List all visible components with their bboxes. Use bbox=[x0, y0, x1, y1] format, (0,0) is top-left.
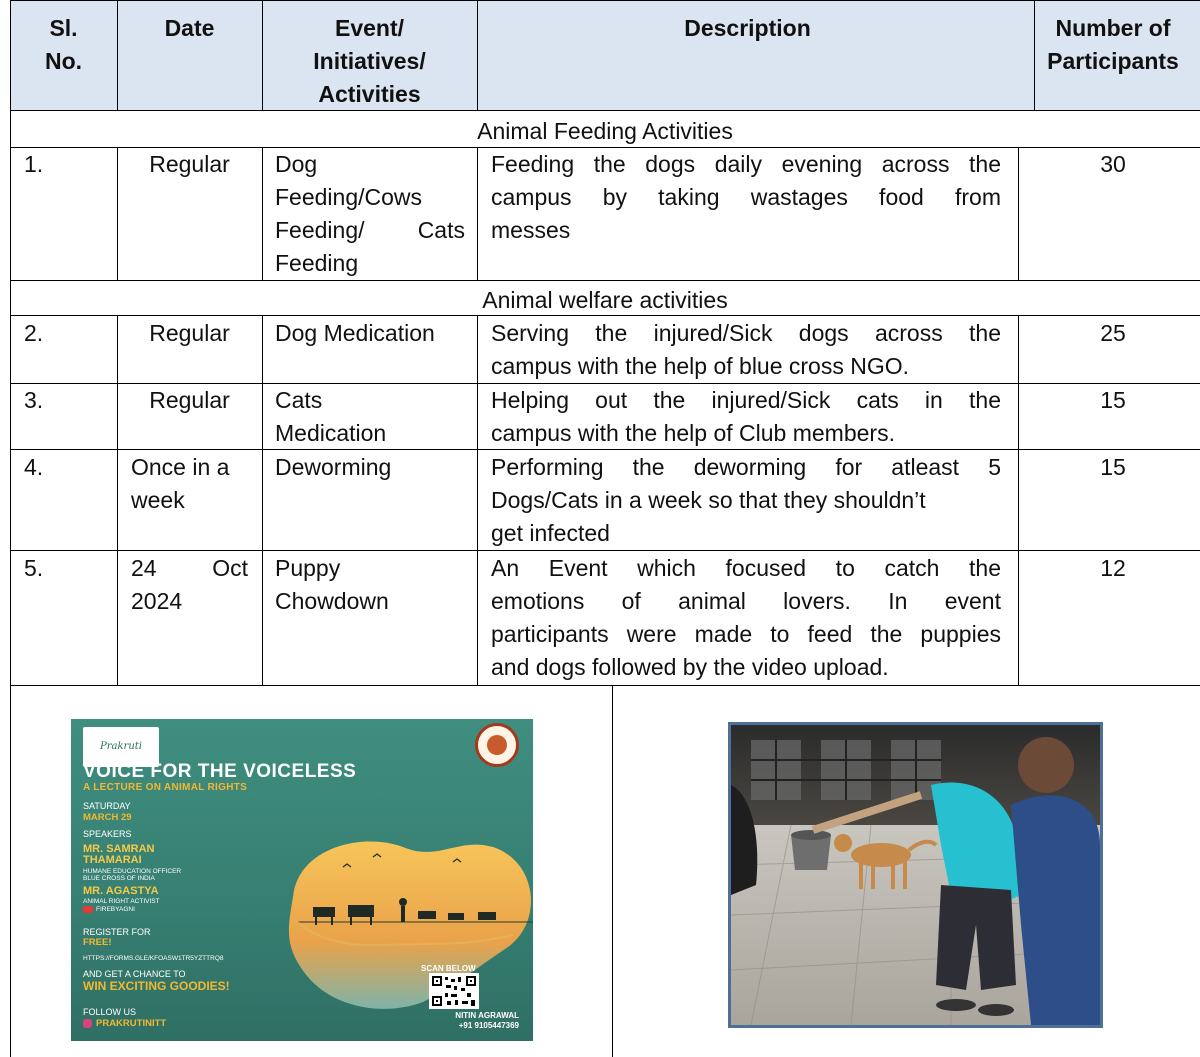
table-rule bbox=[262, 315, 263, 685]
poster-date: MARCH 29 bbox=[83, 812, 132, 823]
prakruti-logo: Prakruti bbox=[83, 727, 159, 767]
table-rule bbox=[10, 685, 1200, 686]
row-2-date: Regular bbox=[149, 320, 230, 346]
header-event: Event/ Initiatives/ Activities bbox=[313, 15, 426, 107]
poster-day: SATURDAY bbox=[83, 801, 131, 811]
row-5-event: Puppy Chowdown bbox=[275, 555, 389, 614]
row-5-participants: 12 bbox=[1100, 555, 1126, 581]
row-4-participants: 15 bbox=[1100, 454, 1126, 480]
row-2-description: Serving the injured/Sick dogs across the campus with the help of blue cross NGO. bbox=[491, 320, 1001, 379]
row-2-event: Dog Medication bbox=[275, 320, 435, 346]
poster-subtitle: A LECTURE ON ANIMAL RIGHTS bbox=[83, 782, 248, 793]
row-4-date: Once in a week bbox=[131, 454, 230, 513]
row-2-participants: 25 bbox=[1100, 320, 1126, 346]
speaker2-name: MR. AGASTYA bbox=[83, 885, 159, 897]
row-1-description: Feeding the dogs daily evening across the campus by taking wastages food from messes bbox=[491, 151, 1001, 243]
speaker2-role: ANIMAL RIGHT ACTIVIST bbox=[83, 898, 160, 905]
event-poster bbox=[71, 719, 533, 1041]
dog-feeding-photo bbox=[728, 722, 1103, 1028]
row-2-sl: 2. bbox=[24, 320, 44, 346]
table-rule bbox=[10, 110, 1200, 111]
row-1-event: Dog Feeding/Cows Feeding/ Cats Feeding bbox=[275, 151, 465, 276]
poster-follow: FOLLOW US bbox=[83, 1007, 137, 1017]
row-4-event: Deworming bbox=[275, 454, 392, 480]
table-rule bbox=[10, 449, 1200, 450]
table-rule bbox=[1018, 315, 1019, 685]
row-4-description: Performing the deworming for atleast 5 Dogs/Cats in a week so that they shouldn’t get infected bbox=[491, 454, 1001, 546]
table-rule bbox=[477, 315, 478, 685]
speaker1-name-line2: THAMARAI bbox=[83, 854, 142, 866]
table-rule bbox=[117, 0, 118, 110]
row-5-sl: 5. bbox=[24, 555, 44, 581]
table-rule bbox=[10, 550, 1200, 551]
document-page bbox=[10, 0, 1200, 1057]
row-1-sl: 1. bbox=[24, 151, 44, 177]
row-5-description: An Event which focused to catch the emotions of animal lovers. In event participants were made to feed the puppies and dogs followed by the video upload. bbox=[491, 555, 1001, 680]
poster-title: VOICE FOR THE VOICELESS bbox=[83, 761, 357, 782]
speaker2-channel: FIREBYAGNI bbox=[83, 906, 135, 913]
header-description: Description bbox=[684, 15, 811, 41]
poster-contact: NITIN AGRAWAL +91 9105447369 bbox=[455, 1011, 519, 1030]
institute-seal-icon bbox=[475, 723, 519, 767]
poster-chance-line1: AND GET A CHANCE TO bbox=[83, 969, 186, 979]
table-rule bbox=[612, 685, 613, 1057]
header-participants: Number of Participants bbox=[1047, 15, 1179, 74]
speaker1-role-line2: BLUE CROSS OF INDIA bbox=[83, 875, 155, 882]
table-rule bbox=[10, 147, 1200, 148]
instagram-icon bbox=[83, 1019, 92, 1028]
row-1-date: Regular bbox=[149, 151, 230, 177]
poster-register-line1: REGISTER FOR bbox=[83, 927, 151, 937]
table-rule bbox=[1018, 147, 1019, 280]
table-rule bbox=[10, 0, 1200, 1]
poster-form-link: HTTPS://FORMS.GLE/KFOASW1TR5YZTTRQ8 bbox=[83, 955, 224, 962]
row-3-date: Regular bbox=[149, 387, 230, 413]
row-3-participants: 15 bbox=[1100, 387, 1126, 413]
table-rule bbox=[10, 280, 1200, 281]
table-rule bbox=[117, 315, 118, 685]
row-3-description: Helping out the injured/Sick cats in the campus with the help of Club members. bbox=[491, 387, 1001, 446]
table-rule bbox=[10, 383, 1200, 384]
row-1-participants: 30 bbox=[1100, 151, 1126, 177]
youtube-icon bbox=[83, 906, 93, 913]
table-rule bbox=[117, 147, 118, 280]
speaker1-name-line1: MR. SAMRAN bbox=[83, 843, 155, 855]
row-3-event: Cats Medication bbox=[275, 387, 387, 446]
poster-handle: PRAKRUTINITT bbox=[83, 1018, 166, 1029]
row-5-date: 24 Oct 2024 bbox=[131, 555, 248, 614]
qr-code-icon bbox=[429, 973, 479, 1009]
poster-chance-line2: WIN EXCITING GOODIES! bbox=[83, 979, 230, 993]
table-rule bbox=[477, 0, 478, 110]
section-title: Animal Feeding Activities bbox=[477, 118, 733, 144]
header-date: Date bbox=[164, 15, 215, 41]
poster-register-line2: FREE! bbox=[83, 937, 112, 948]
table-rule bbox=[1034, 0, 1035, 110]
dog-feeding-photo-image bbox=[731, 725, 1100, 1025]
poster-speakers-label: SPEAKERS bbox=[83, 829, 132, 839]
table-rule bbox=[262, 0, 263, 110]
speaker1-role-line1: HUMANE EDUCATION OFFICER bbox=[83, 868, 182, 875]
table-rule bbox=[10, 0, 11, 1057]
poster-scan-label: SCAN BELOW bbox=[421, 964, 476, 973]
table-rule bbox=[10, 315, 1200, 316]
animal-silhouette-art bbox=[253, 827, 533, 1017]
row-3-sl: 3. bbox=[24, 387, 44, 413]
table-rule bbox=[477, 147, 478, 280]
row-4-sl: 4. bbox=[24, 454, 44, 480]
table-rule bbox=[262, 147, 263, 280]
header-sl-no: Sl. No. bbox=[44, 15, 83, 74]
section-title: Animal welfare activities bbox=[482, 287, 728, 313]
